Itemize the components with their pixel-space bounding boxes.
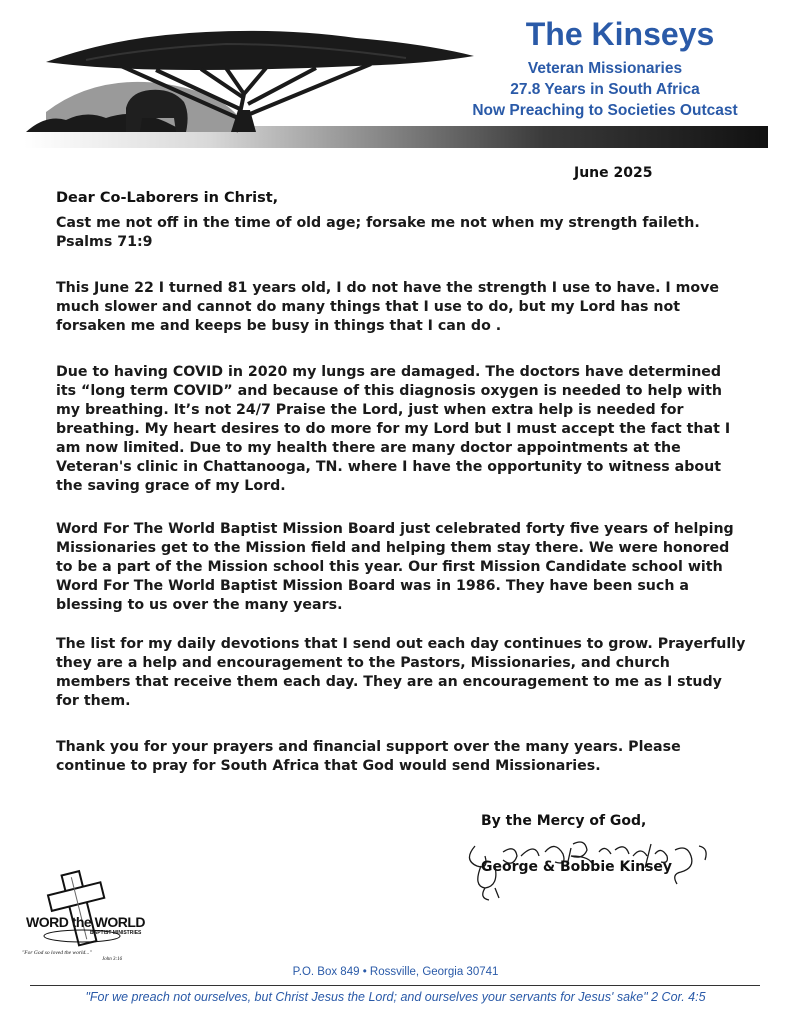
salutation: Dear Co-Laborers in Christ, (56, 190, 279, 206)
letterhead-title: The Kinseys (525, 16, 715, 52)
logo-name: WORD the WORLD (26, 914, 145, 930)
letterhead-subtitle-2: 27.8 Years in South Africa (510, 81, 700, 98)
closing: By the Mercy of God, (481, 813, 647, 829)
opening-verse: Cast me not off in the time of old age; forsake me not when my strength faileth. Psalms 71:9 (56, 215, 700, 250)
footer-divider (30, 985, 760, 986)
letterhead-subtitle-1: Veteran Missionaries (527, 60, 683, 77)
letterhead-subtitle-3: Now Preaching to Societies Outcast (472, 102, 738, 119)
paragraph-devotions: The list for my daily devotions that I send out each day continues to grow. Prayerfully they are a help and encouragement to the Pastors, Missionaries, and church members that receive them each day. They are an encouragement to me as I study for them. (56, 636, 746, 709)
paragraph-thanks: Thank you for your prayers and financial support over the many years. Please continue to pray for South Africa that God would send Missionaries. (56, 739, 681, 774)
signer-name: George & Bobbie Kinsey (481, 859, 673, 875)
word-for-the-world-logo (20, 868, 150, 973)
footer-verse: "For we preach not ourselves, but Christ Jesus the Lord; and ourselves your servants for Jesus' sake" 2 Cor. 4:5 (85, 990, 706, 1004)
letterhead (0, 0, 791, 150)
acacia-tree-icon (26, 14, 476, 144)
mailing-address: P.O. Box 849 • Rossville, Georgia 30741 (292, 966, 499, 978)
logo-verse: "For God so loved the world..." (22, 950, 92, 956)
logo-verse-reference: John 3:16 (102, 957, 123, 962)
letter-date: June 2025 (574, 165, 653, 181)
paragraph-health: Due to having COVID in 2020 my lungs are damaged. The doctors have determined its “long term COVID” and because of this diagnosis oxygen is needed to help with my breathing. It’s not 24/7 Praise the Lord, just when extra help is needed for breathing. My heart desires to do more for my Lord but I must accept the fact that I am now limited. Due to my health there are many doctor appointments at the Veteran's clinic in Chattanooga, TN. where I have the opportunity to witness about the saving grace of my Lord. (56, 364, 731, 494)
paragraph-birthday: This June 22 I turned 81 years old, I do not have the strength I use to have. I move much slower and cannot do many things that I use to do, but my Lord has not forsaken me and keeps be busy in things that I can do . (56, 280, 720, 334)
logo-subtitle: BAPTIST MINISTRIES (90, 930, 142, 936)
paragraph-mission-board: Word For The World Baptist Mission Board just celebrated forty five years of helping Missionaries get to the Mission field and helping them stay there. We were honored to be a part of the Mission school this year. Our first Mission Candidate school with Word For The World Baptist Mission Board was in 1986. They have been such a blessing to us over the many years. (56, 521, 734, 613)
